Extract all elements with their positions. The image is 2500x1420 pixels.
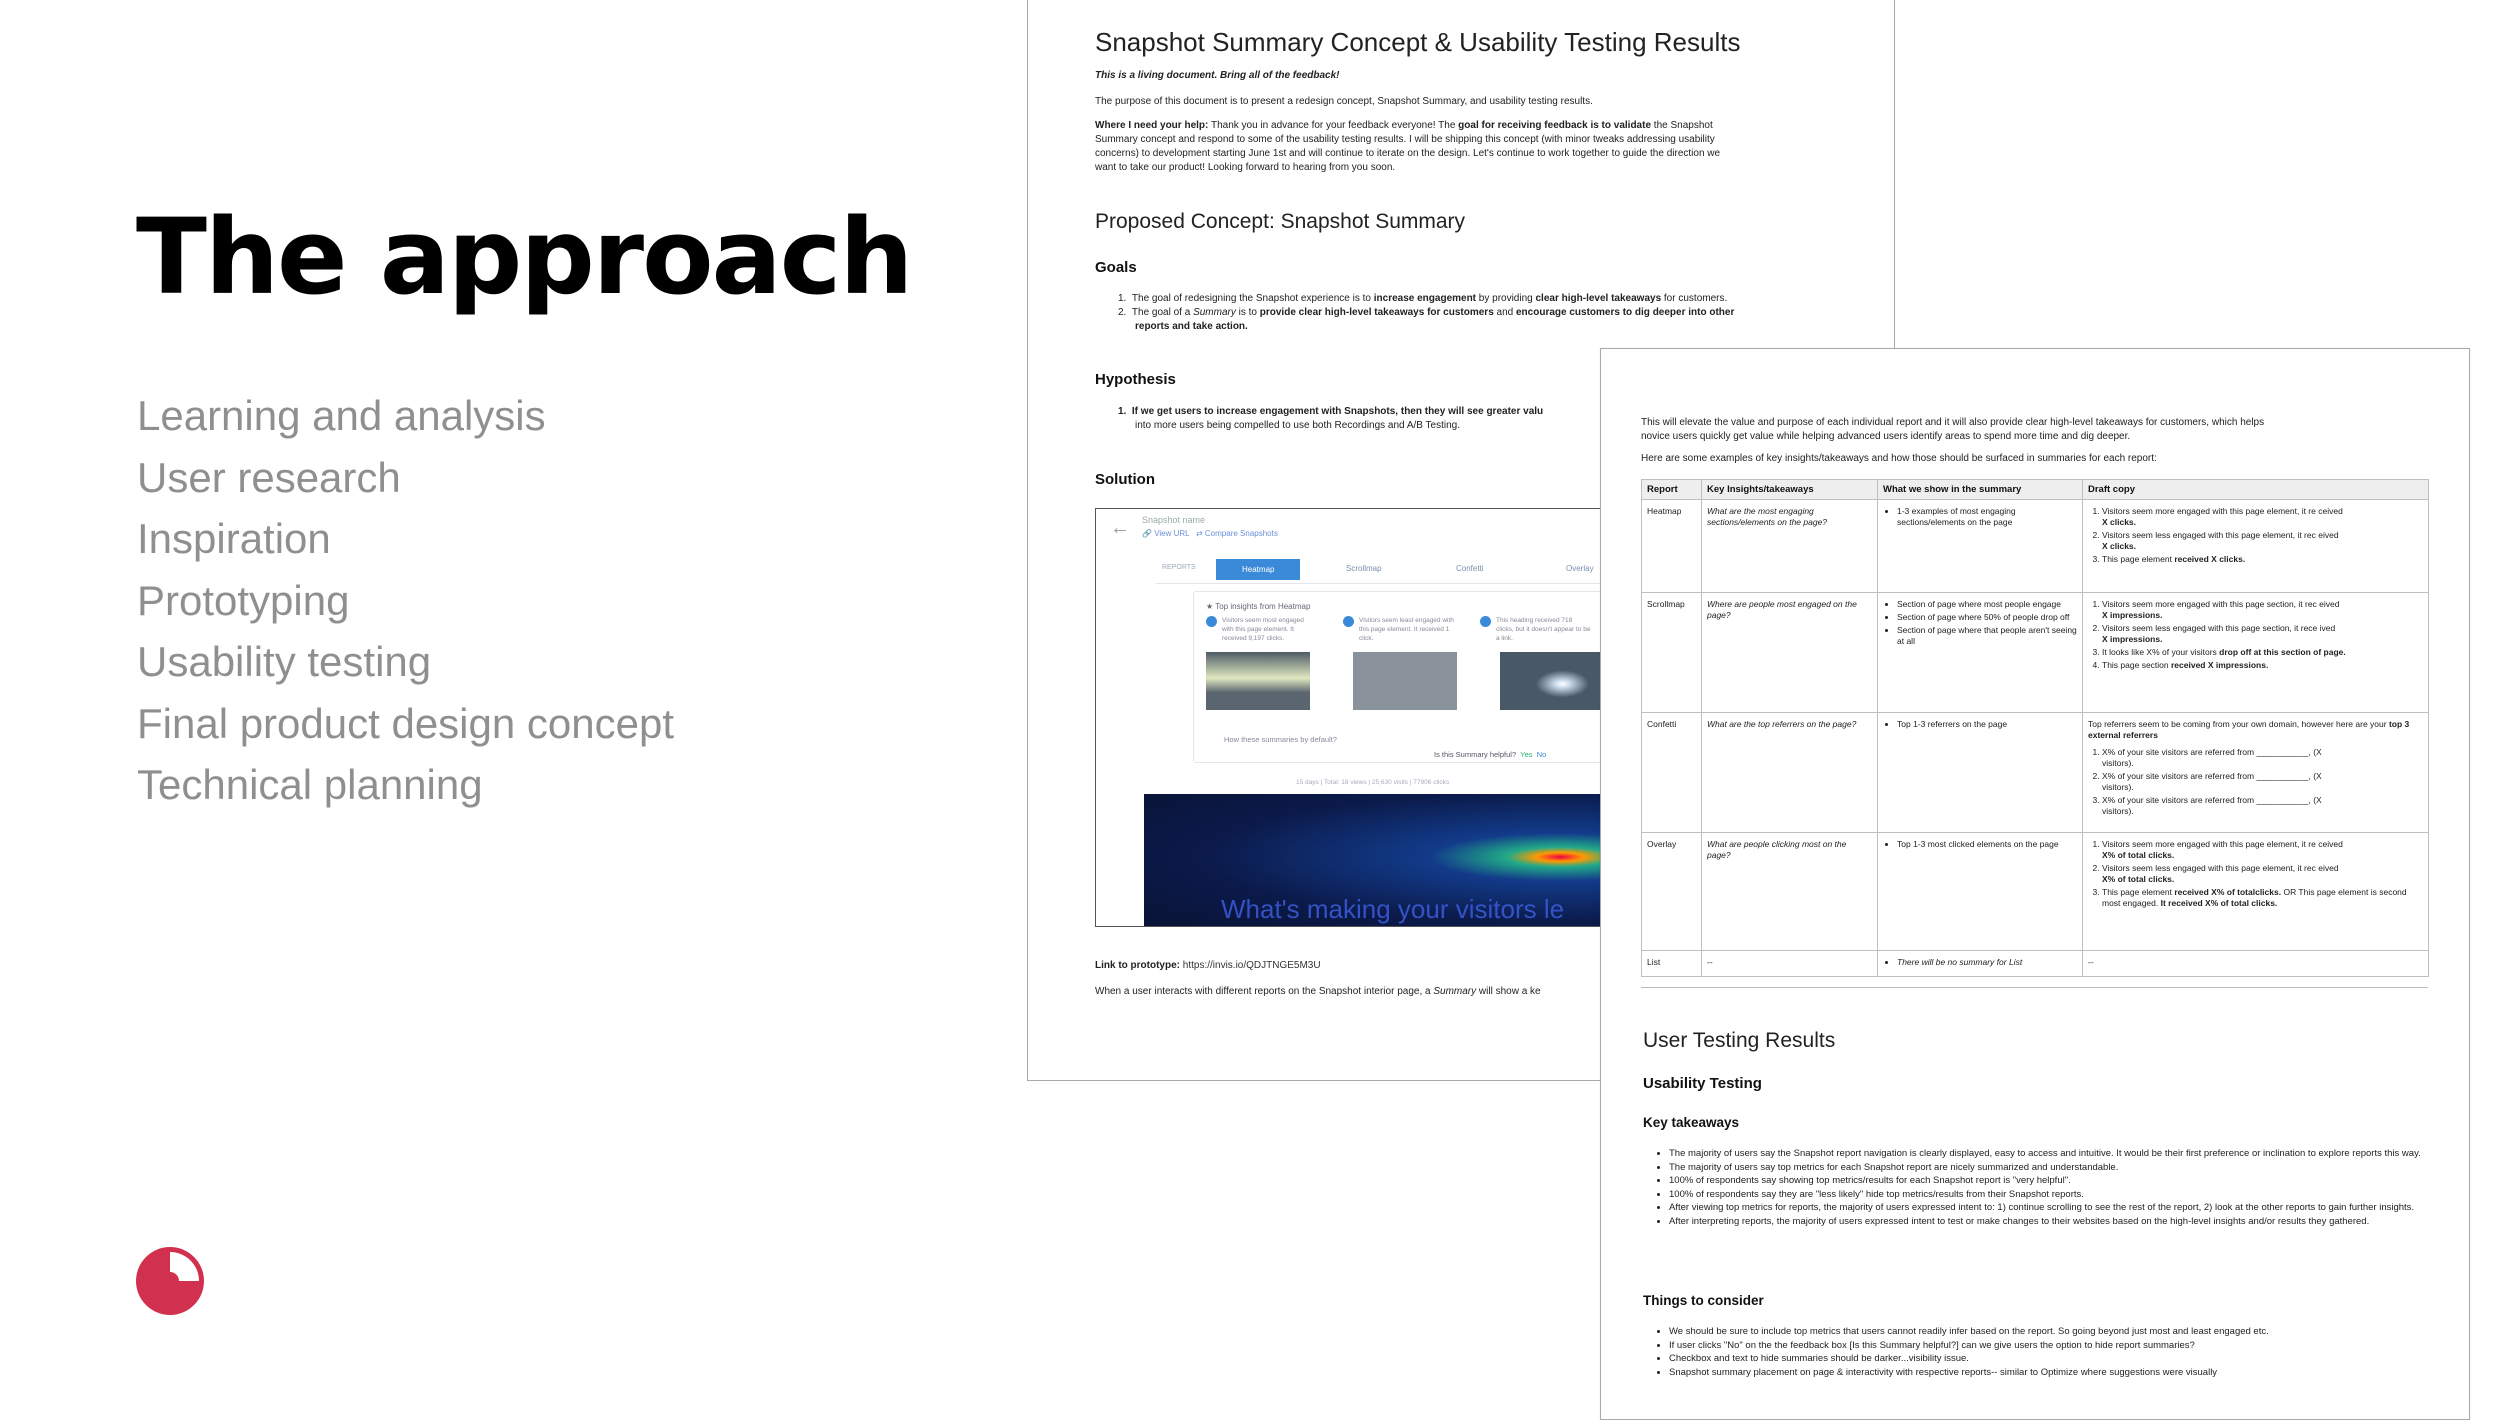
list-item: • Snapshot summary placement on page & interactivity with respective reports-- similar to Optimize where suggestions were visually	[1669, 1366, 2429, 1380]
step-item: Final product design concept	[137, 699, 674, 747]
reports-label: REPORTS	[1162, 564, 1196, 571]
list-item: • We should be sure to include top metrics that users cannot readily infer based on the report. So going beyond just most and least engaged etc.	[1669, 1325, 2429, 1339]
insight-text: This heading received 718 clicks, but it doesn't appear to be a link.	[1496, 617, 1591, 642]
tab-confetti: Confetti	[1456, 564, 1484, 573]
hypothesis-line-2: into more users being compelled to use both Recordings and A/B Testing.	[1135, 420, 1461, 431]
examples-text: Here are some examples of key insights/takeaways and how those should be surfaced in summaries for each report:	[1641, 453, 2157, 464]
list-item: • The majority of users say top metrics for each Snapshot report are nicely summarized and understandable.	[1669, 1161, 2429, 1175]
purpose-text: The purpose of this document is to present a redesign concept, Snapshot Summary, and usability testing results.	[1095, 96, 1593, 107]
approach-steps	[137, 385, 674, 816]
list-item: • 100% of respondents say they are "less likely" hide top metrics/results from their Snapshot reports.	[1669, 1188, 2429, 1202]
table-row: List -- • There will be no summary for List --	[1642, 951, 2429, 977]
takeaways-list	[1651, 1147, 2429, 1228]
snapshot-name: Snapshot name	[1142, 515, 1206, 525]
summary-question: How these summaries by default?	[1224, 735, 1337, 744]
intro-line-2: novice users quickly get value while helping advanced users identify areas to spend more time and dig deeper.	[1641, 431, 2131, 442]
closing-text: When a user interacts with different reports on the Snapshot interior page, a Summary will show a ke	[1095, 986, 1541, 997]
list-item: • The majority of users say the Snapshot report navigation is clearly displayed, easy to access and intuitive. It would be their first preference or inclination to explore reports this way.	[1669, 1147, 2429, 1161]
step-item: Usability testing	[137, 638, 432, 685]
tab-overlay: Overlay	[1566, 564, 1594, 573]
takeaways-heading: Key takeaways	[1643, 1115, 1740, 1130]
step-item: Learning and analysis	[137, 392, 546, 439]
hypothesis-heading: Hypothesis	[1095, 371, 1176, 388]
insight-text: Visitors seem most engaged with this page element. It received 9,197 clicks.	[1222, 617, 1304, 642]
tab-scrollmap: Scrollmap	[1346, 564, 1382, 573]
consider-list	[1651, 1325, 2429, 1379]
table-row: Scrollmap Where are people most engaged on the page? • Section of page where most people engage • Section of page where 50% of people drop off • Section of page where that people aren't seeing at all 1. Visitors seem more engaged with this page section, it rec eived X impressions. 2. Visitors seem less engaged with this page section, it rece ived X impressions. 3. It looks like X% of your visitors drop off at this section of page. 4. This page section received X impressions.	[1642, 593, 2429, 713]
list-item: • Checkbox and text to hide summaries should be darker...visibility issue.	[1669, 1352, 2429, 1366]
help-line-1: Where I need your help: Thank you in advance for your feedback everyone! The goal for receiving feedback is to validate the Snapshot	[1095, 120, 1713, 131]
table-row: Heatmap What are the most engaging sections/elements on the page? • 1-3 examples of most engaging sections/elements on the page 1. Visitors seem more engaged with this page element, it re ceived X clicks. 2. Visitors seem less engaged with this page element, it rec eived X clicks. 3. This page element received X clicks.	[1642, 500, 2429, 593]
goal-item-continued: reports and take action.	[1135, 321, 1248, 332]
column-header: Key Insights/takeaways	[1702, 480, 1878, 500]
summary-examples-table	[1641, 479, 2429, 977]
column-header: Report	[1642, 480, 1702, 500]
slide-title: The approach	[136, 196, 912, 318]
column-header: Draft copy	[2083, 480, 2429, 500]
list-item: • After viewing top metrics for reports, the majority of users expressed intent to: 1) continue scrolling to see the rest of the report, 2) look at the other reports to gain further insights.	[1669, 1201, 2429, 1215]
results-heading: User Testing Results	[1643, 1029, 1836, 1052]
list-item: • 100% of respondents say showing top metrics/results for each Snapshot report is "very helpful".	[1669, 1174, 2429, 1188]
tab-heatmap: Heatmap	[1216, 559, 1300, 580]
list-item: • If user clicks "No" on the the feedback box [Is this Summary helpful?] can we give users the option to hide report summaries?	[1669, 1339, 2429, 1353]
help-line-4: want to take our product! Looking forward to hearing from you soon.	[1095, 162, 1396, 173]
insights-title: ★ Top insights from Heatmap	[1206, 602, 1311, 611]
goal-item: 1. The goal of redesigning the Snapshot experience is to increase engagement by providing clear high-level takeaways for customers.	[1118, 293, 1728, 304]
feedback-prompt: Is this Summary helpful? Yes No	[1434, 750, 1547, 759]
table-row: Overlay What are people clicking most on the page? • Top 1-3 most clicked elements on the page 1. Visitors seem more engaged with this page element, it re ceived X% of total clicks. 2. Visitors seem less engaged with this page element, it rec eived X% of total clicks. 3. This page element received X% of totalclicks. OR This page element is second most engaged. It received X% of total clicks.	[1642, 833, 2429, 951]
step-item: User research	[137, 453, 401, 501]
usability-heading: Usability Testing	[1643, 1075, 1762, 1092]
table-header-row	[1642, 480, 2429, 500]
snapshot-links: 🔗 View URL ⇄ Compare Snapshots	[1142, 529, 1278, 538]
insight-thumbnail	[1353, 652, 1457, 710]
doc-title: Snapshot Summary Concept & Usability Testing Results	[1095, 27, 1741, 57]
insight-marker-icon	[1480, 616, 1491, 627]
step-item: Technical planning	[137, 761, 483, 808]
brand-logo-icon	[134, 1245, 206, 1317]
help-line-3: concerns) to development starting June 1st and will continue to iterate on the design. Let's continue to work together to guide the direction we	[1095, 148, 1721, 159]
insight-marker-icon	[1206, 616, 1217, 627]
insight-marker-icon	[1343, 616, 1354, 627]
intro-line-1: This will elevate the value and purpose of each individual report and it will also provide clear high-level takeaways for customers, which helps	[1641, 417, 2265, 428]
heatmap-caption: What's making your visitors le	[1221, 894, 1565, 924]
column-header: What we show in the summary	[1878, 480, 2083, 500]
prototype-link: Link to prototype: https://invis.io/QDJTNGE5M3U	[1095, 960, 1321, 971]
living-note: This is a living document. Bring all of the feedback!	[1095, 70, 1340, 81]
section-divider	[1641, 987, 2428, 988]
list-item: • After interpreting reports, the majority of users expressed intent to test or make changes to their websites based on the high-level insights and/or results they gathered.	[1669, 1215, 2429, 1229]
goal-item: 2. The goal of a Summary is to provide clear high-level takeaways for customers and encourage customers to dig deeper into other	[1118, 307, 1735, 318]
help-line-2: Summary concept and respond to some of the usability testing results. I will be shipping this concept (with minor tweaks addressing usability	[1095, 134, 1715, 145]
consider-heading: Things to consider	[1643, 1293, 1764, 1308]
step-item: Inspiration	[137, 515, 331, 562]
table-row: Confetti What are the top referrers on the page? • Top 1-3 referrers on the page Top referrers seem to be coming from your own domain, however here are your top 3 external referrers 1. X% of your site visitors are referred from ___________, (X visitors). 2. X% of your site visitors are referred from ___________, (X visitors). 3. X% of your site visitors are referred from ___________, (X visitors).	[1642, 713, 2429, 833]
goals-heading: Goals	[1095, 259, 1137, 276]
document-page-results	[1600, 348, 2470, 1420]
insight-text: Visitors seem least engaged with this page element. It received 1 click.	[1359, 617, 1454, 642]
insight-thumbnail	[1500, 652, 1604, 710]
solution-heading: Solution	[1095, 471, 1155, 488]
snapshot-stats: 15 days | Total: 18 views | 25,630 visits | 77906 clicks	[1296, 779, 1450, 786]
step-item: Prototyping	[137, 576, 350, 624]
concept-heading: Proposed Concept: Snapshot Summary	[1095, 210, 1466, 233]
hypothesis-line-1: 1. If we get users to increase engagement with Snapshots, then they will see greater valu	[1118, 406, 1544, 417]
insight-thumbnail	[1206, 652, 1310, 710]
back-arrow-icon: ←	[1110, 517, 1130, 539]
